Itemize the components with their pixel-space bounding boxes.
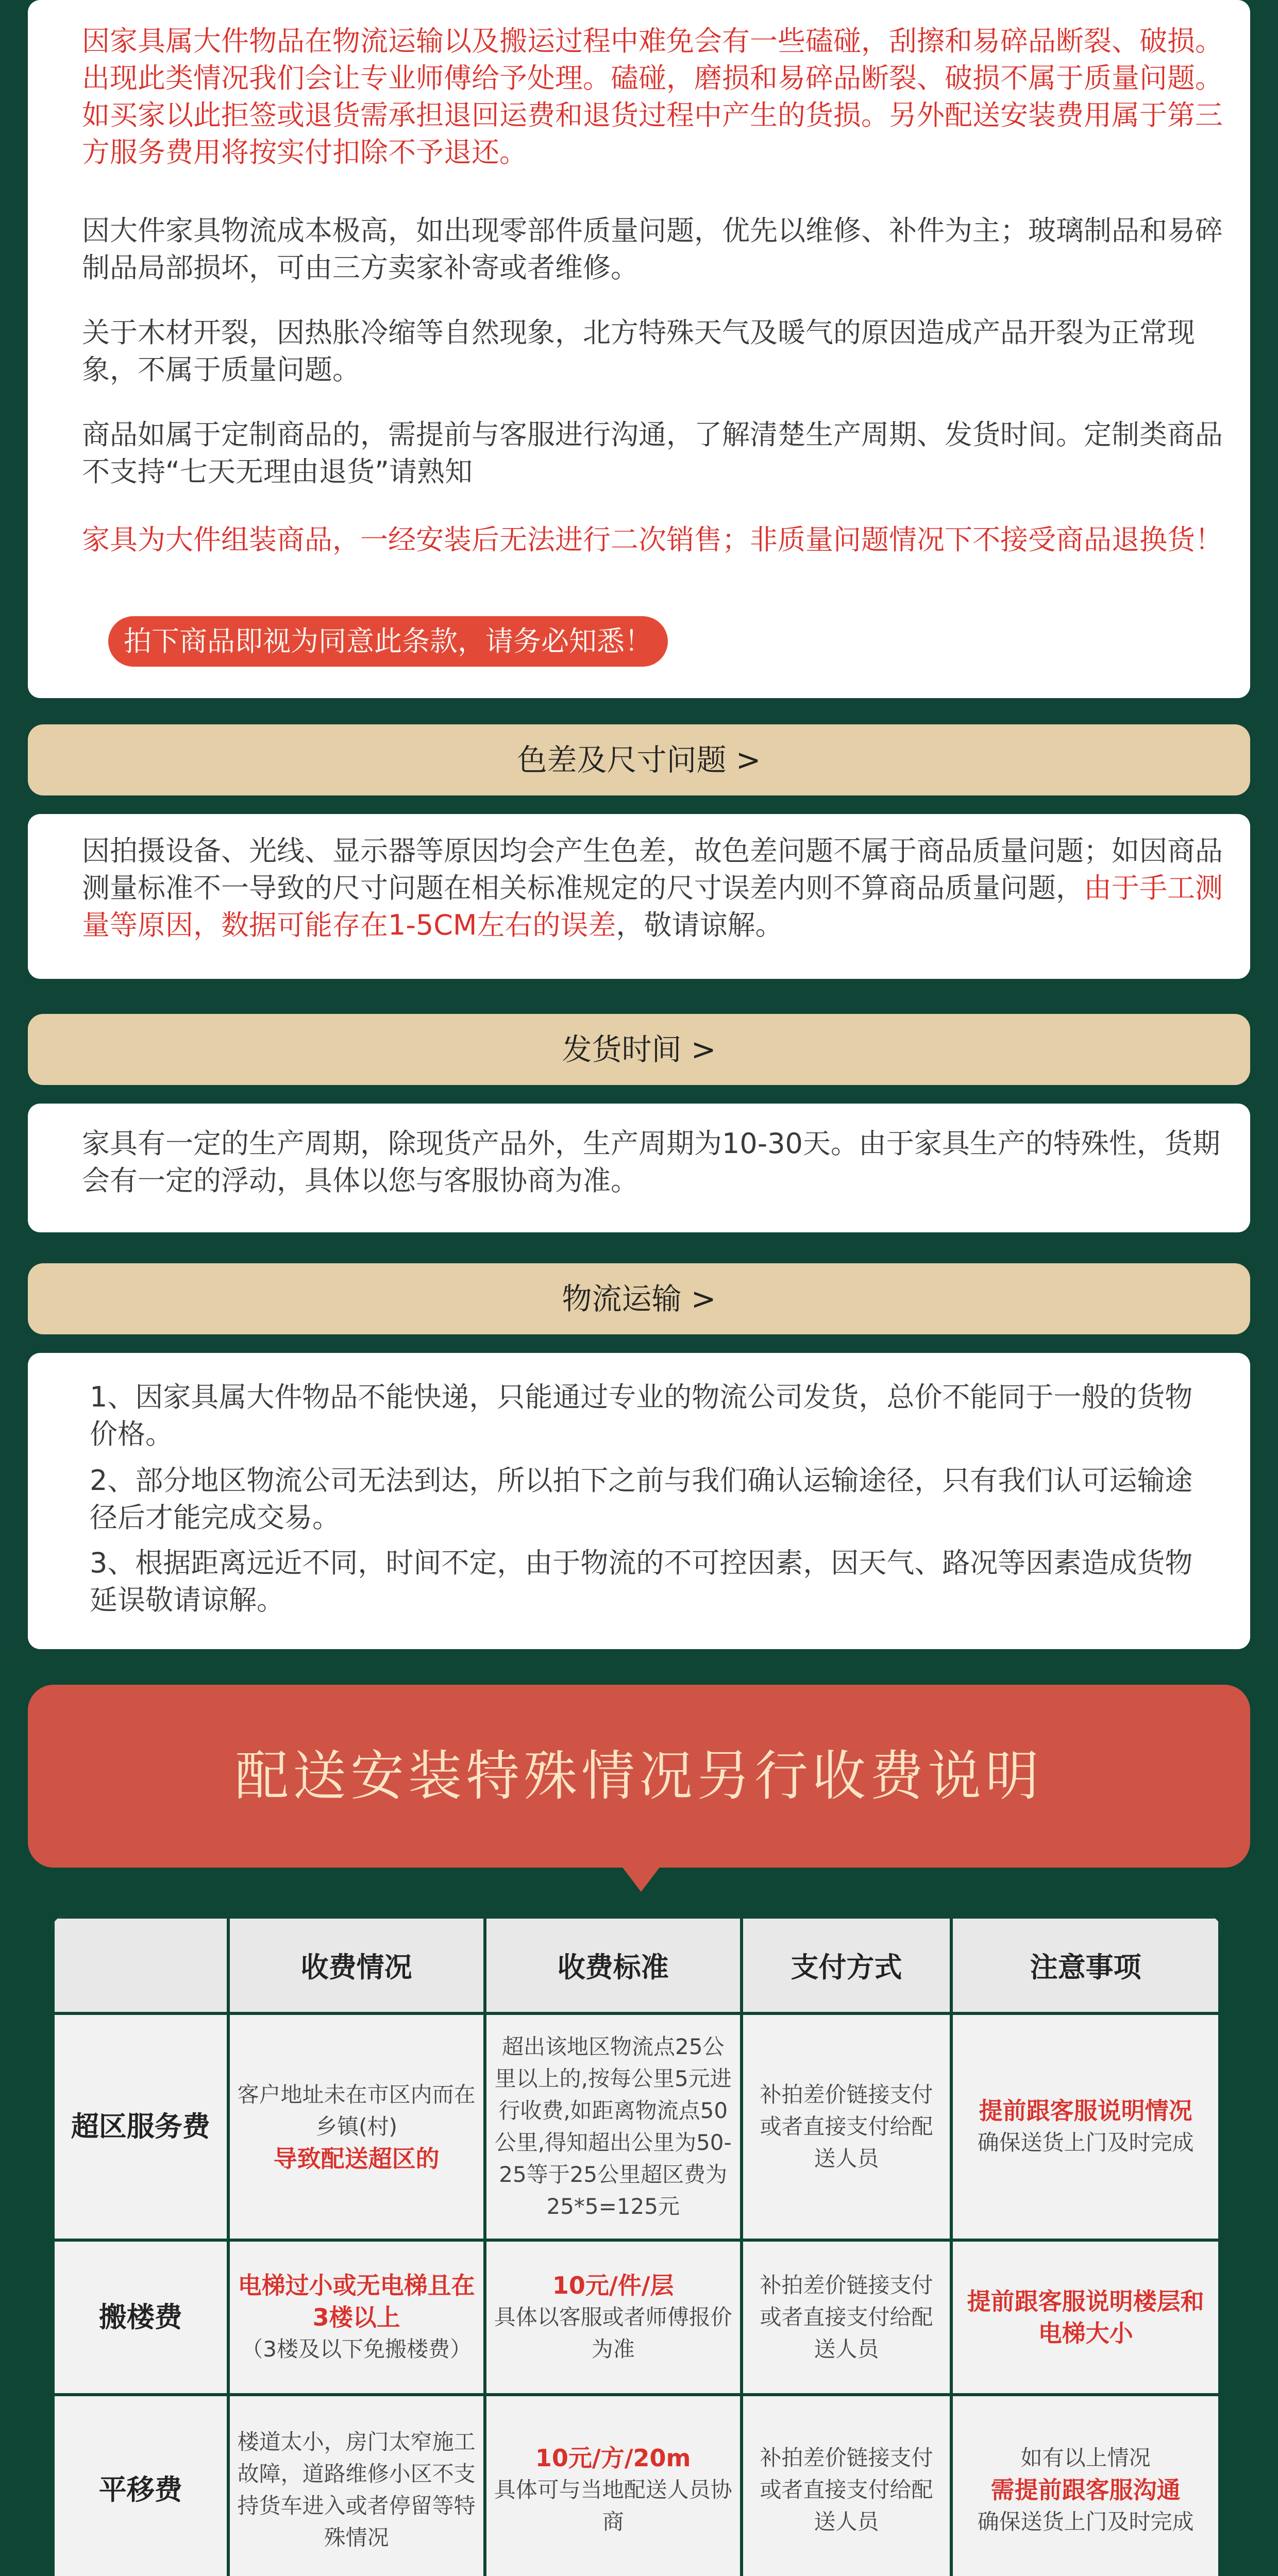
fee-payment: 补拍差价链接支付或者直接支付给配送人员 <box>742 2395 952 2576</box>
color-size-text-tail: ，敬请谅解。 <box>616 909 783 941</box>
fee-payment: 补拍差价链接支付或者直接支付给配送人员 <box>742 2013 952 2240</box>
fee-situation-text: （3楼及以下免搬楼费） <box>241 2336 472 2362</box>
fee-standard-text: 具体以客服或者师傅报价为准 <box>494 2304 732 2362</box>
fee-table-container <box>52 1916 1221 2576</box>
notice-paragraph-damage: 因家具属大件物品在物流运输以及搬运过程中难免会有一些磕碰，刮擦和易碎品断裂、破损。出现此类情况我们会让专业师傅给予处理。磕碰，磨损和易碎品断裂、破损不属于质量问题。如买家以此拒签或退货需承担退回运费和退货过程中产生的货损。另外配送安装费用属于第三方服务费用将按实付扣除不予退还。 <box>82 25 1223 168</box>
banner-pointer <box>621 1866 661 1892</box>
fee-situation-highlight: 电梯过小或无电梯且在3楼以上 <box>238 2272 475 2331</box>
table-header-payment: 支付方式 <box>742 1917 952 2013</box>
fee-banner-title: 配送安装特殊情况另行收费说明 <box>234 1744 1043 1807</box>
fee-standard-price: 10元/件/层 <box>552 2272 674 2299</box>
table-header-empty <box>53 1917 228 2013</box>
table-header-situation: 收费情况 <box>228 1917 485 2013</box>
table-header-notes: 注意事项 <box>951 1917 1220 2013</box>
notice-paragraph-repair: 因大件家具物流成本极高，如出现零部件质量问题，优先以维修、补件为主；玻璃制品和易碎制品局部损坏，可由三方卖家补寄或者维修。 <box>82 214 1223 284</box>
section-header-shipping-time[interactable]: 发货时间 > <box>28 1014 1250 1085</box>
table-header-row <box>53 1917 1220 2013</box>
fee-note-highlight: 提前跟客服说明楼层和电梯大小 <box>967 2287 1204 2347</box>
fee-name: 搬楼费 <box>53 2240 228 2395</box>
fee-payment: 补拍差价链接支付或者直接支付给配送人员 <box>742 2240 952 2395</box>
fee-situation <box>228 2013 485 2240</box>
agreement-badge: 拍下商品即视为同意此条款，请务必知悉！ <box>108 616 668 667</box>
fee-situation-text: 客户地址未在市区内而在乡镇(村) <box>237 2082 476 2139</box>
fee-standard <box>485 2395 742 2576</box>
fee-note <box>951 2395 1220 2576</box>
fee-name: 平移费 <box>53 2395 228 2576</box>
fee-standard-text: 具体可与当地配送人员协商 <box>494 2477 732 2534</box>
table-row <box>53 2013 1220 2240</box>
color-size-card <box>28 814 1250 979</box>
fee-note-text: 确保送货上门及时完成 <box>977 2130 1194 2155</box>
fee-note-highlight: 提前跟客服说明情况 <box>979 2097 1192 2125</box>
section-header-logistics[interactable]: 物流运输 > <box>28 1263 1250 1334</box>
fee-situation <box>228 2240 485 2395</box>
fee-situation: 楼道太小，房门太窄施工故障，道路维修小区不支持货车进入或者停留等特殊情况 <box>228 2395 485 2576</box>
logistics-card <box>28 1353 1250 1649</box>
fee-situation-highlight: 导致配送超区的 <box>273 2145 440 2173</box>
table-header-standard: 收费标准 <box>485 1917 742 2013</box>
section-header-color-size[interactable]: 色差及尺寸问题 > <box>28 724 1250 795</box>
logistics-item-1: 1、因家具属大件物品不能快递，只能通过专业的物流公司发货，总价不能同于一般的货物价格。 <box>90 1381 1193 1450</box>
table-row <box>53 2240 1220 2395</box>
notice-paragraph-cracking: 关于木材开裂，因热胀冷缩等自然现象，北方特殊天气及暖气的原因造成产品开裂为正常现象，不属于质量问题。 <box>82 316 1195 386</box>
shipping-time-card <box>28 1104 1250 1232</box>
fee-standard <box>485 2240 742 2395</box>
color-size-text-warning: 由于手工测量等原因，数据可能存在1-5CM左右的误差 <box>82 872 1223 941</box>
color-size-text-main: 因拍摄设备、光线、显示器等原因均会产生色差，故色差问题不属于商品质量问题；如因商品测量标准不一导致的尺寸问题在相关标准规定的尺寸误差内则不算商品质量问题， <box>82 835 1223 904</box>
logistics-item-2: 2、部分地区物流公司无法到达，所以拍下之前与我们确认运输途径，只有我们认可运输途径后才能完成交易。 <box>90 1464 1193 1534</box>
color-size-text <box>82 833 1247 944</box>
fee-note-highlight: 需提前跟客服沟通 <box>990 2476 1181 2504</box>
table-row <box>53 2395 1220 2576</box>
notice-paragraph-no-return: 家具为大件组装商品，一经安装后无法进行二次销售；非质量问题情况下不接受商品退换货！ <box>82 523 1223 556</box>
fee-note <box>951 2013 1220 2240</box>
shipping-time-text: 家具有一定的生产周期，除现货产品外，生产周期为10-30天。由于家具生产的特殊性，货期会有一定的浮动，具体以您与客服协商为准。 <box>82 1127 1220 1197</box>
fee-table <box>52 1916 1221 2576</box>
fee-note-text: 确保送货上门及时完成 <box>977 2509 1194 2534</box>
notice-paragraph-custom: 商品如属于定制商品的，需提前与客服进行沟通，了解清楚生产周期、发货时间。定制类商品不支持“七天无理由退货”请熟知 <box>82 418 1223 488</box>
notice-card <box>28 0 1250 698</box>
fee-note <box>951 2240 1220 2395</box>
fee-note-intro: 如有以上情况 <box>1020 2445 1151 2470</box>
logistics-item-3: 3、根据距离远近不同，时间不定，由于物流的不可控因素，因天气、路况等因素造成货物延误敬请谅解。 <box>90 1547 1193 1616</box>
fee-standard: 超出该地区物流点25公里以上的,按每公里5元进行收费,如距离物流点50公里,得知超出公里为50-25等于25公里超区费为25*5=125元 <box>485 2013 742 2240</box>
fee-name: 超区服务费 <box>53 2013 228 2240</box>
fee-banner <box>28 1685 1250 1868</box>
fee-standard-price: 10元/方/20m <box>535 2444 691 2472</box>
